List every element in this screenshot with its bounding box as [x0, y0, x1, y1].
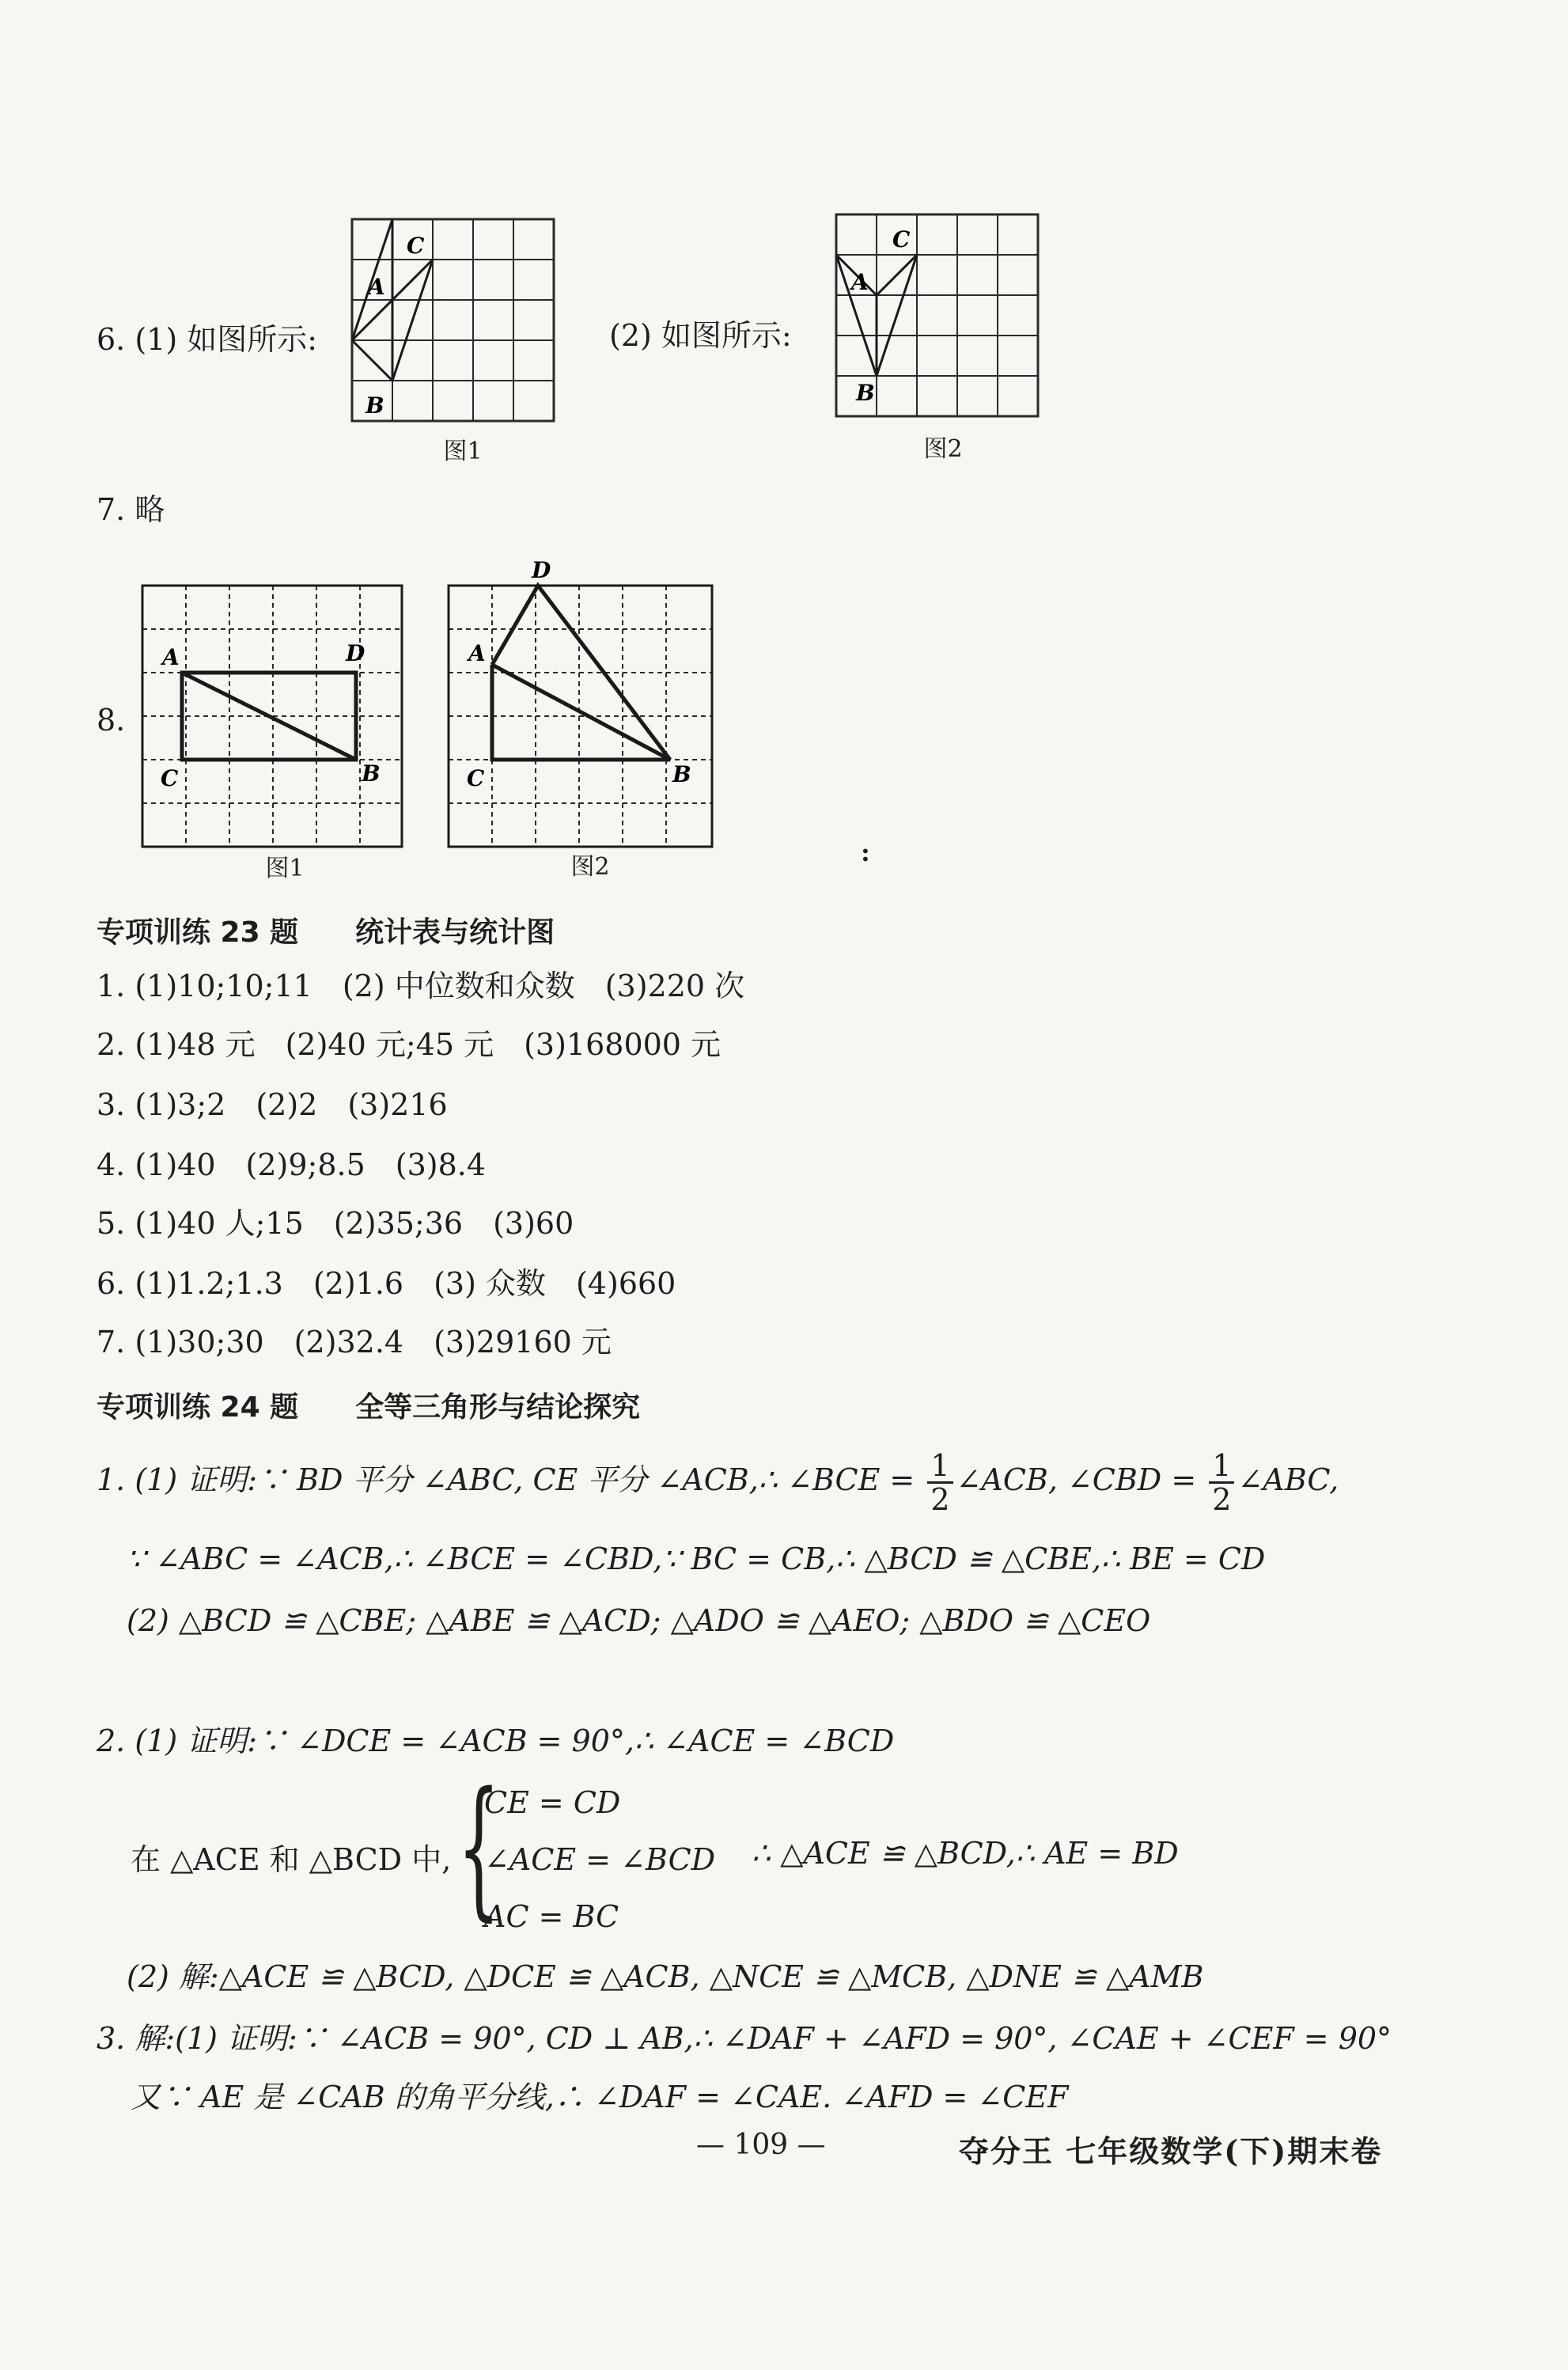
section23-answer-3: 3. (1)3;2 (2)2 (3)216	[97, 1087, 448, 1122]
rectangle-acbd	[182, 673, 356, 760]
fraction-half-1: $\frac{1}{2}$	[927, 1450, 953, 1515]
stray-mark: :	[861, 837, 870, 867]
q6-fig2-caption: 图2	[923, 435, 963, 463]
grid	[449, 586, 712, 847]
q8-figure-2	[445, 554, 718, 851]
label-b: B	[365, 392, 384, 419]
section23-answer-1: 1. (1)10;10;11 (2) 中位数和众数 (3)220 次	[97, 969, 745, 1003]
p2-condition-2: ∠ACE = ∠BCD	[484, 1842, 716, 1877]
p2-condition-1: CE = CD	[484, 1785, 621, 1820]
label-b: B	[362, 760, 381, 787]
book-title: 夺分王 七年级数学(下)期末卷	[959, 2133, 1383, 2169]
label-c: C	[161, 765, 179, 791]
label-c: C	[407, 233, 425, 259]
q8-number: 8.	[97, 703, 126, 738]
system-brace: {	[457, 1760, 501, 1935]
q6-figure-2	[832, 210, 1046, 424]
q6-part1-label: 6. (1) 如图所示:	[97, 322, 318, 357]
p1-line3: (2) △BCD ≌ △CBE; △ABE ≌ △ACD; △ADO ≌ △AEO; △BDO ≌ △CEO	[127, 1603, 1151, 1638]
q8-fig1-caption: 图1	[265, 855, 305, 882]
section23-answer-5: 5. (1)40 人;15 (2)35;36 (3)60	[97, 1206, 574, 1241]
p1-line1-part-a: 1. (1) 证明:∵ BD 平分 ∠ABC, CE 平分 ∠ACB,∴ ∠BCE =	[97, 1462, 925, 1497]
section23-answer-6: 6. (1)1.2;1.3 (2)1.6 (3) 众数 (4)660	[97, 1266, 676, 1301]
fraction-half-2: $\frac{1}{2}$	[1209, 1450, 1234, 1515]
p2-condition-3: AC = BC	[484, 1899, 619, 1934]
q6-part2-label: (2) 如图所示:	[609, 318, 792, 353]
label-c: C	[467, 765, 485, 791]
q8-fig2-caption: 图2	[570, 853, 610, 881]
label-a: A	[162, 644, 180, 670]
p1-line1-part-c: ∠ABC,	[1237, 1462, 1339, 1497]
label-a: A	[468, 640, 486, 666]
p2-line1: 2. (1) 证明:∵ ∠DCE = ∠ACB = 90°,∴ ∠ACE = ∠BCD	[97, 1723, 895, 1758]
label-d: D	[346, 640, 365, 666]
q8-figure-1	[138, 582, 407, 851]
p2-conclusion: ∴ △ACE ≌ △BCD,∴ AE = BD	[752, 1836, 1179, 1871]
label-a: A	[851, 269, 869, 295]
q6-fig1-caption: 图1	[443, 438, 483, 465]
p3-line1: 3. 解:(1) 证明:∵ ∠ACB = 90°, CD ⊥ AB,∴ ∠DAF + ∠AFD = 90°, ∠CAE + ∠CEF = 90°	[97, 2021, 1392, 2056]
label-a: A	[368, 274, 385, 300]
p2-intro: 在 △ACE 和 △BCD 中,	[131, 1842, 452, 1877]
label-c: C	[892, 226, 911, 252]
label-b: B	[672, 761, 691, 787]
p1-line1-part-b: ∠ACB, ∠CBD =	[956, 1462, 1206, 1497]
p1-line1	[97, 1442, 1339, 1518]
q7-text: 7. 略	[97, 492, 165, 527]
label-b: B	[856, 380, 875, 406]
section23-title: 专项训练 23 题 统计表与统计图	[97, 916, 555, 949]
p2-line2: (2) 解:△ACE ≌ △BCD, △DCE ≌ △ACB, △NCE ≌ △MCB, △DNE ≌ △AMB	[127, 1959, 1204, 1994]
section24-title: 专项训练 24 题 全等三角形与结论探究	[97, 1391, 641, 1424]
section23-answer-7: 7. (1)30;30 (2)32.4 (3)29160 元	[97, 1325, 612, 1359]
label-d: D	[532, 557, 551, 583]
q6-figure-1	[348, 215, 562, 429]
section23-answer-2: 2. (1)48 元 (2)40 元;45 元 (3)168000 元	[97, 1027, 722, 1062]
p1-line2: ∵ ∠ABC = ∠ACB,∴ ∠BCE = ∠CBD,∵ BC = CB,∴ △BCD ≌ △CBE,∴ BE = CD	[127, 1541, 1266, 1576]
page-number: — 109 —	[696, 2129, 826, 2161]
section23-answer-4: 4. (1)40 (2)9;8.5 (3)8.4	[97, 1147, 487, 1182]
p3-line2: 又∵ AE 是 ∠CAB 的角平分线,∴ ∠DAF = ∠CAE. ∠AFD = ∠CEF	[131, 2080, 1069, 2114]
